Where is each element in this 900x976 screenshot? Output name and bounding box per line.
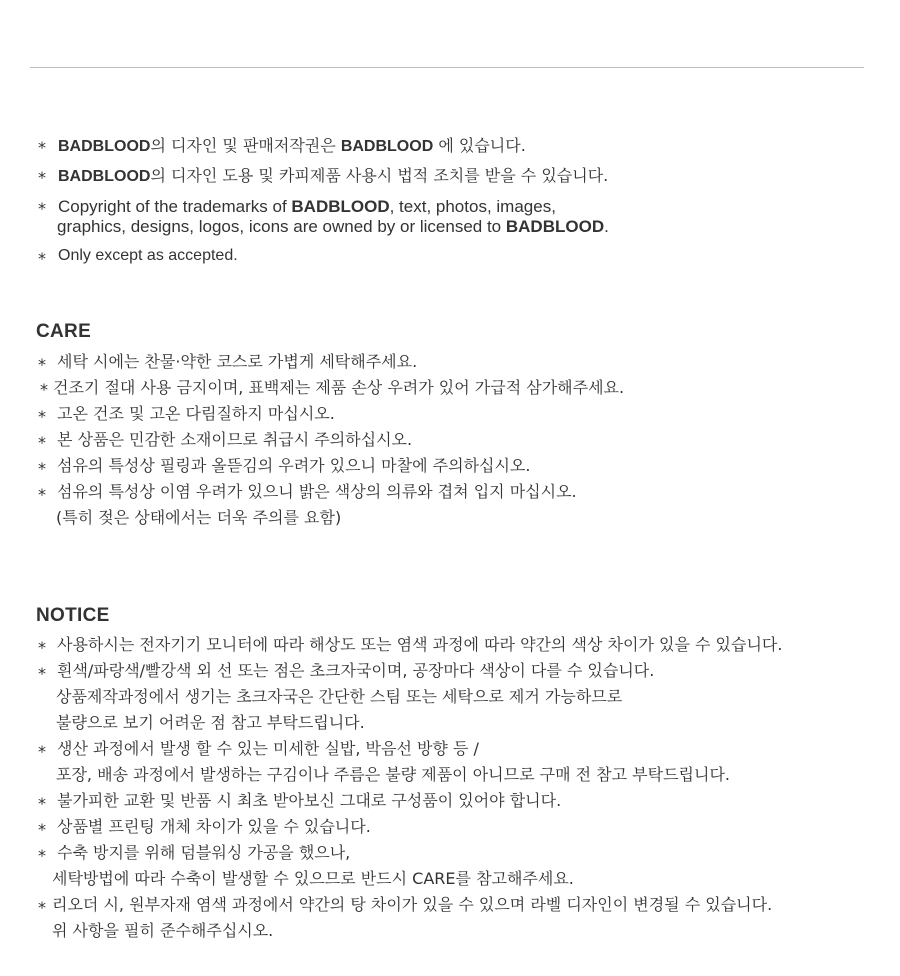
bullet-mark: * <box>38 820 46 839</box>
notice-item: 사용하시는 전자기기 모니터에 따라 해상도 또는 염색 과정에 따라 약간의 색상 차이가 있을 수 있습니다. <box>57 635 783 654</box>
bullet-mark: * <box>38 355 46 374</box>
care-item: 섬유의 특성상 이염 우려가 있으니 밝은 색상의 의류와 겹쳐 입지 마십시오. <box>57 482 577 501</box>
brand-name: BADBLOOD <box>291 197 390 216</box>
bullet-mark: * <box>38 898 46 917</box>
care-item: 본 상품은 민감한 소재이므로 취급시 주의하십시오. <box>57 430 413 449</box>
notice-heading: NOTICE <box>36 605 110 626</box>
care-heading: CARE <box>36 321 92 342</box>
bullet-mark: * <box>38 742 46 761</box>
notice-item: 수축 방지를 위해 덤블워싱 가공을 했으나, <box>57 843 351 862</box>
care-continuation: (특히 젖은 상태에서는 더욱 주의를 요함) <box>56 508 342 527</box>
copyright-line-3: Copyright of the trademarks of BADBLOOD, text, photos, images, <box>58 197 556 216</box>
bullet-mark: * <box>38 459 46 478</box>
bullet-mark: * <box>38 138 46 157</box>
notice-item: 생산 과정에서 발생 할 수 있는 미세한 실밥, 박음선 방향 등 / <box>57 739 479 758</box>
bullet-mark: * <box>38 168 46 187</box>
brand-name: BADBLOOD <box>505 217 605 236</box>
notice-continuation: 상품제작과정에서 생기는 초크자국은 간단한 스팀 또는 세탁으로 제거 가능하므로 <box>56 687 623 706</box>
copyright-line-5: Only except as accepted. <box>58 247 238 264</box>
bullet-mark: * <box>38 846 46 865</box>
notice-continuation: 세탁방법에 따라 수축이 발생할 수 있으므로 반드시 CARE를 참고해주세요. <box>52 869 574 888</box>
notice-item: 상품별 프린팅 개체 차이가 있을 수 있습니다. <box>57 817 371 836</box>
notice-continuation: 위 사항을 필히 준수해주십시오. <box>52 921 274 940</box>
notice-continuation: 불량으로 보기 어려운 점 참고 부탁드립니다. <box>56 713 365 732</box>
notice-item: 흰색/파랑색/빨강색 외 선 또는 점은 초크자국이며, 공장마다 색상이 다를 수 있습니다. <box>57 661 655 680</box>
bullet-mark: * <box>38 485 46 504</box>
bullet-mark: * <box>38 794 46 813</box>
notice-continuation: 포장, 배송 과정에서 발생하는 구김이나 주름은 불량 제품이 아니므로 구매 전 참고 부탁드립니다. <box>56 765 730 784</box>
care-item: 고온 건조 및 고온 다림질하지 마십시오. <box>57 404 335 423</box>
care-item: 세탁 시에는 찬물·약한 코스로 가볍게 세탁해주세요. <box>57 352 418 371</box>
copyright-line-4: graphics, designs, logos, icons are owned by or licensed to BADBLOOD. <box>57 217 609 236</box>
bullet-mark: * <box>38 407 46 426</box>
copyright-line-2: BADBLOOD의 디자인 도용 및 카피제품 사용시 법적 조치를 받을 수 있습니다. <box>58 166 609 185</box>
bullet-mark: * <box>40 380 48 399</box>
copyright-line-1: BADBLOOD의 디자인 및 판매저작권은 BADBLOOD 에 있습니다. <box>58 136 526 155</box>
notice-item: 리오더 시, 원부자재 염색 과정에서 약간의 탕 차이가 있을 수 있으며 라벨 디자인이 변경될 수 있습니다. <box>52 895 773 914</box>
care-item: 섬유의 특성상 필링과 올뜯김의 우려가 있으니 마찰에 주의하십시오. <box>57 456 531 475</box>
bullet-mark: * <box>38 199 46 218</box>
brand-name: BADBLOOD <box>58 168 151 185</box>
top-divider <box>30 67 864 68</box>
care-item: 건조기 절대 사용 금지이며, 표백제는 제품 손상 우려가 있어 가급적 삼가해주세요. <box>53 378 625 397</box>
bullet-mark: * <box>38 638 46 657</box>
bullet-mark: * <box>38 433 46 452</box>
bullet-mark: * <box>38 249 46 268</box>
brand-name: BADBLOOD <box>58 138 151 155</box>
bullet-mark: * <box>38 664 46 683</box>
brand-name: BADBLOOD <box>340 138 434 155</box>
notice-item: 불가피한 교환 및 반품 시 최초 받아보신 그대로 구성품이 있어야 합니다. <box>57 791 562 810</box>
